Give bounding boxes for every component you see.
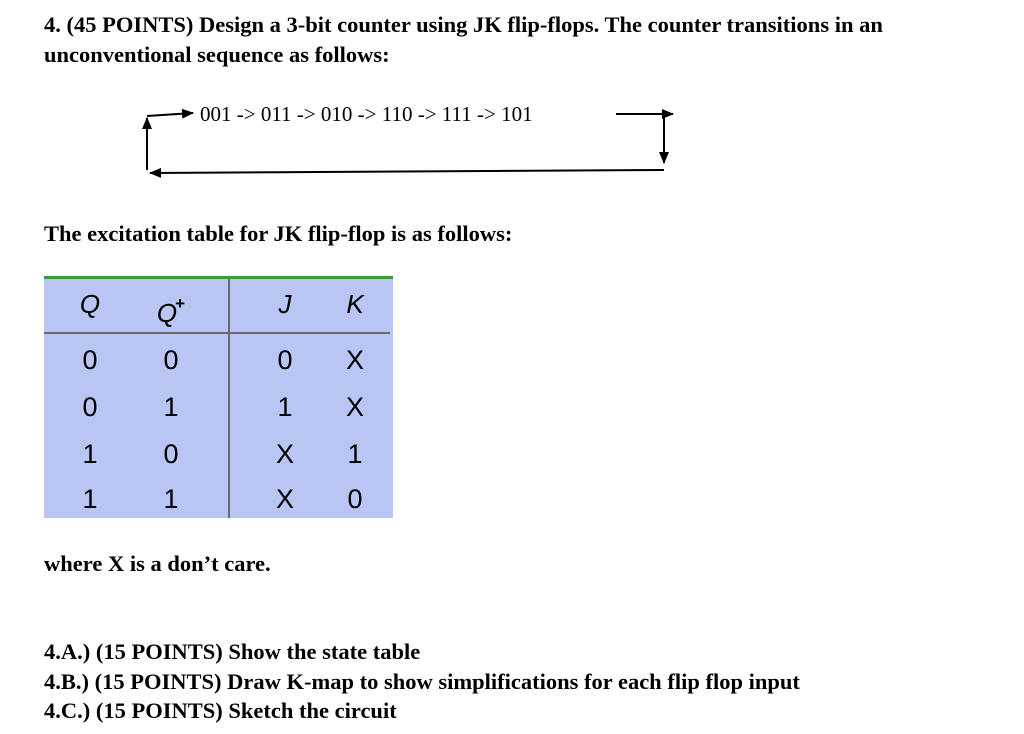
problem-title: 4. (45 POINTS) Design a 3-bit counter using JK flip-flops. The counter transitions in an unconventional sequence as follows: (44, 12, 883, 67)
table-cell: 0 (82, 392, 98, 422)
table-cell: 1 (163, 484, 179, 514)
table-cell: X (275, 439, 294, 469)
table-cell: 1 (347, 439, 363, 469)
loop-bottom-arrow (150, 170, 664, 173)
table-cell: 1 (277, 392, 293, 422)
table-cell: 1 (163, 392, 179, 422)
header-k: K (346, 289, 364, 319)
table-cell: 0 (347, 484, 363, 514)
table-cell: 0 (82, 345, 98, 375)
header-j: J (278, 289, 292, 319)
table-cell: X (345, 345, 364, 375)
header-q-next: Q+ (156, 294, 186, 328)
table-cell: 1 (82, 484, 98, 514)
table-cell: 1 (82, 439, 98, 469)
table-header-divider (44, 332, 390, 334)
jk-excitation-table (44, 276, 393, 518)
part-c: 4.C.) (15 POINTS) Sketch the circuit (44, 698, 397, 723)
table-cell: X (345, 392, 364, 422)
sub-questions (44, 637, 800, 726)
state-sequence: 001 -> 011 -> 010 -> 110 -> 111 -> 101 (200, 102, 533, 126)
table-cell: X (275, 484, 294, 514)
excitation-heading: The excitation table for JK flip-flop is as follows: (44, 221, 513, 246)
loop-entry-arrow (147, 113, 193, 116)
header-q: Q (79, 289, 101, 319)
table-cell: 0 (277, 345, 293, 375)
part-a: 4.A.) (15 POINTS) Show the state table (44, 639, 421, 664)
part-b: 4.B.) (15 POINTS) Draw K-map to show simplifications for each flip flop input (44, 668, 800, 694)
dont-care-note: where X is a don’t care. (44, 551, 271, 576)
table-cell: 0 (163, 439, 179, 469)
table-cell: 0 (163, 345, 179, 375)
table-column-divider (228, 279, 230, 518)
